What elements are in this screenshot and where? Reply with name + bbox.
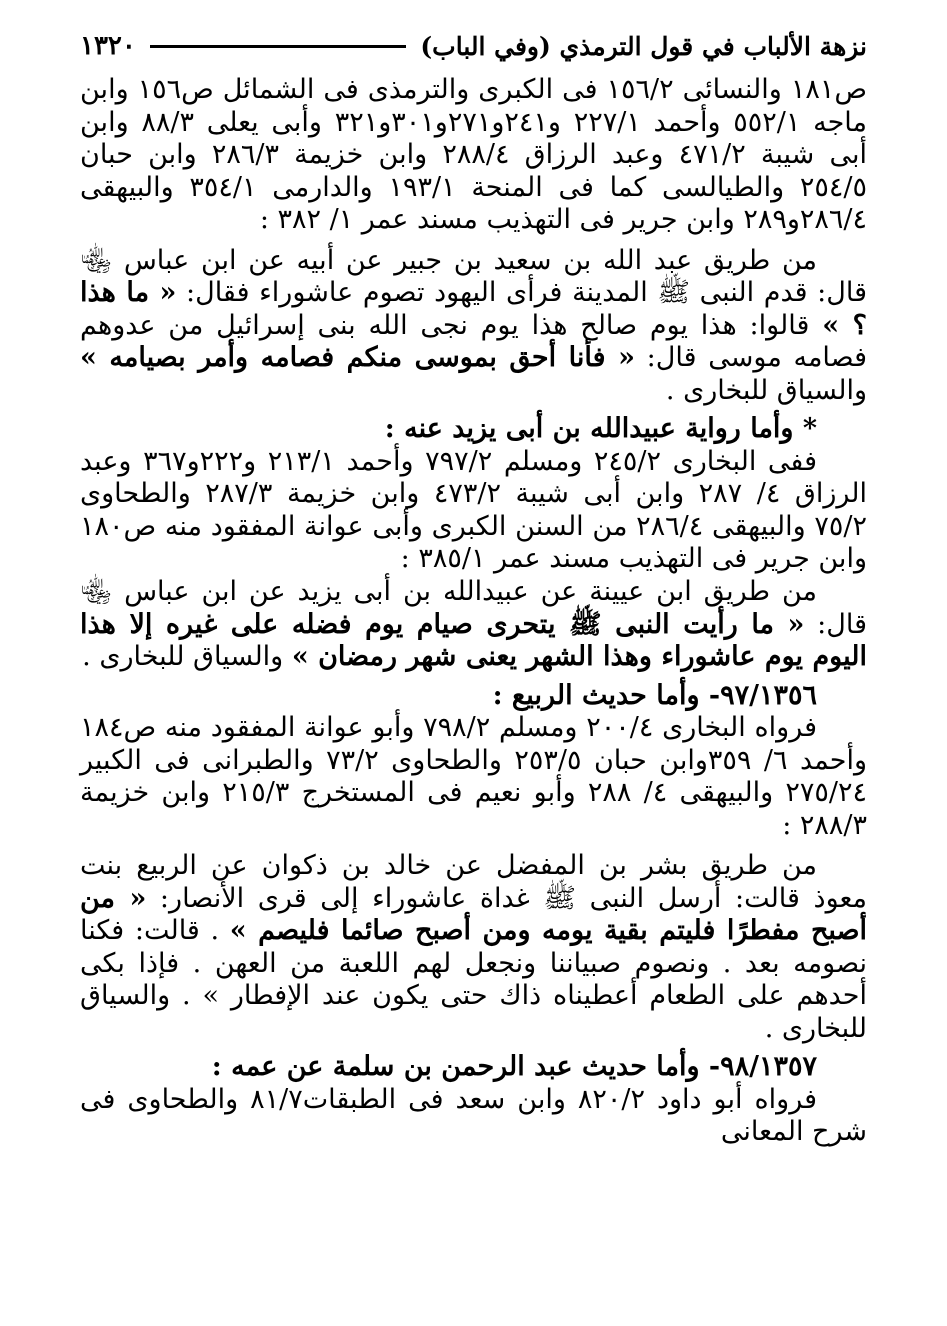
section-heading-abdulrahman: ٩٨/١٣٥٧- وأما حديث عبد الرحمن بن سلمة عن عمه : [211,1051,817,1083]
hadith-text: من طريق بشر بن المفضل عن خالد بن ذكوان عن الربيع بنت معوذ قالت: أرسل النبى ﷺ غداة عاشوراء إلى قرى الأنصار: [80,850,868,914]
hadith-text: . قالت: فكنا نصومه بعد . ونصوم صبياننا ونجعل لهم اللعبة من العهن . فإذا بكى أحدهم على الطعام أعطيناه ذاك حتى يكون عند الإفطار » . والسياق للبخارى . [80,915,867,1044]
page-number: ١٣٢٠ [80,31,136,61]
citation-paragraph-1: ص١٨١ والنسائى ١٥٦/٢ فى الكبرى والترمذى فى الشمائل ص١٥٦ وابن ماجه ٥٥٢/١ وأحمد ٢٢٧/١ و٢٤١و٢٧١و٣٠١و٣٢١ وأبى يعلى ٨٨/٣ وابن أبى شيبة ٤٧١/٢ وعبد الرزاق ٢٨٨/٤ وابن خزيمة ٢٨٦/٣ وابن حبان ٢٥٤/٥ والطيالسى كما فى المنحة ١٩٣/١ والدارمى ٣٥٤/١ والبيهقى ٢٨٦/٤و٢٨٩ وابن جرير فى التهذيب مسند عمر ١/ ٣٨٢ : [80,74,867,236]
hadith-ibn-abbas-paragraph [80,245,867,408]
hadith-quote: « فأنا أحق بموسى منكم فصامه وأمر بصيامه » [80,342,635,374]
citation-paragraph-4: فرواه أبو داود ٨٢٠/٢ وابن سعد فى الطبقات٨١/٧ والطحاوى فى شرح المعانى [80,1083,867,1148]
hadith-text: والسياق للبخارى . [82,641,292,673]
citation-paragraph-2: ففى البخارى ٢٤٥/٢ ومسلم ٧٩٧/٢ وأحمد ٢١٣/١ و٢٢٢و٣٦٧ وعبد الرزاق ٤/ ٢٨٧ وابن أبى شيبة ٤٧٣/٢ وابن خزيمة ٢٨٧/٣ والطحاوى ٧٥/٢ والبيهقى ٢٨٦/٤ من السنن الكبرى وأبى عوانة المفقود منه ص١٨٠ وابن جرير فى التهذيب مسند عمر ٣٨٥/١ : [80,445,868,575]
hadith-quote: « من أصبح مفطرًا فليتم بقية يومه ومن أصبح صائما فليصم » [80,882,868,947]
header-rule [150,45,406,48]
running-title: نزهة الألباب في قول الترمذي (وفي الباب) [420,31,867,61]
hadith-text: والسياق للبخارى . [665,374,867,406]
page-header [80,26,867,66]
page-body [80,74,867,1149]
hadith-ibn-uyaynah-paragraph [80,576,867,674]
hadith-text: قالوا: هذا يوم صالح هذا يوم نجى الله بنى إسرائيل من عدوهم فصامه موسى قال: [80,309,867,374]
hadith-quote: « ما هذا ؟ » [80,277,868,341]
hadith-quote: « ما رأيت النبى ﷺ يتحرى صيام يوم فضله على غيره إلا هذا اليوم يوم عاشوراء وهذا الشهر يعنى شهر رمضان » [80,608,867,673]
citation-paragraph-3: فرواه البخارى ٢٠٠/٤ ومسلم ٧٩٨/٢ وأبو عوانة المفقود منه ص١٨٤ وأحمد ٦/ ٣٥٩وابن حبان ٢٥٣/٥ والطحاوى ٧٣/٢ والطبرانى فى الكبير ٢٧٥/٢٤ والبيهقى ٤/ ٢٨٨ وأبو نعيم فى المستخرج ٢١٥/٣ وابن خزيمة ٢٨٨/٣ : [80,712,867,841]
hadith-text: من طريق ابن عيينة عن عبيدالله بن أبى يزيد عن ابن عباس ﵄ قال: [80,575,867,640]
section-heading-ubaydullah: * وأما رواية عبيدالله بن أبى يزيد عنه : [384,413,817,445]
hadith-text: من طريق عبد الله بن سعيد بن جبير عن أبيه عن ابن عباس ﵄ قال: قدم النبى ﷺ المدينة فرأى اليهود تصوم عاشوراء فقال: [80,244,867,309]
section-heading-rubayyi: ٩٧/١٣٥٦- وأما حديث الربيع : [492,679,817,711]
hadith-bishr-paragraph [80,850,867,1045]
